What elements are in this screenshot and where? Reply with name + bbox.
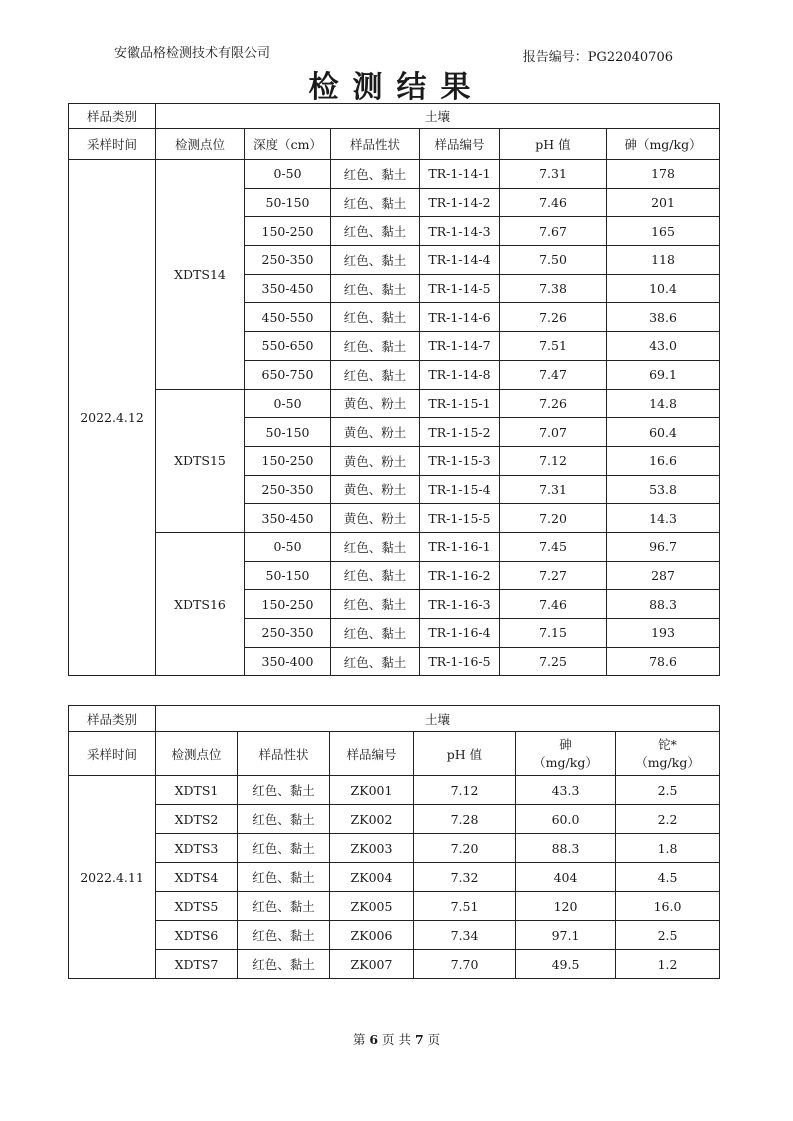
category-value: 土壤	[156, 104, 720, 129]
ph-cell: 7.47	[500, 360, 607, 389]
arsenic-cell: 69.1	[607, 360, 720, 389]
sample-id-cell: TR-1-16-3	[420, 590, 500, 619]
ph-cell: 7.28	[414, 805, 516, 834]
ph-cell: 7.51	[500, 332, 607, 361]
sampling-date: 2022.4.12	[69, 160, 156, 676]
col-header: 砷（mg/kg）	[607, 129, 720, 160]
ph-cell: 7.26	[500, 389, 607, 418]
depth-cell: 250-350	[245, 619, 331, 648]
trait-cell: 红色、黏土	[331, 303, 420, 332]
col-header-unit: （mg/kg）	[635, 754, 700, 770]
sample-id-cell: TR-1-14-7	[420, 332, 500, 361]
depth-cell: 550-650	[245, 332, 331, 361]
col-header: 检测点位	[156, 732, 238, 776]
sampling-date: 2022.4.11	[69, 776, 156, 979]
results-table-2	[68, 705, 720, 979]
arsenic-cell: 14.8	[607, 389, 720, 418]
sample-id-cell: TR-1-14-8	[420, 360, 500, 389]
thallium-cell: 1.8	[616, 834, 720, 863]
table-row	[69, 805, 720, 834]
trait-cell: 红色、黏土	[331, 332, 420, 361]
ph-cell: 7.12	[500, 446, 607, 475]
depth-cell: 50-150	[245, 188, 331, 217]
sample-id-cell: TR-1-16-2	[420, 561, 500, 590]
trait-cell: 黄色、粉土	[331, 389, 420, 418]
ph-cell: 7.15	[500, 619, 607, 648]
arsenic-cell: 78.6	[607, 647, 720, 676]
sample-id-cell: ZK007	[330, 950, 414, 979]
ph-cell: 7.70	[414, 950, 516, 979]
trait-cell: 黄色、粉土	[331, 504, 420, 533]
depth-cell: 50-150	[245, 561, 331, 590]
ph-cell: 7.38	[500, 274, 607, 303]
ph-cell: 7.32	[414, 863, 516, 892]
sample-id-cell: TR-1-14-5	[420, 274, 500, 303]
depth-cell: 0-50	[245, 389, 331, 418]
thallium-cell: 16.0	[616, 892, 720, 921]
col-header-name: 砷	[559, 736, 572, 752]
trait-cell: 红色、黏土	[331, 217, 420, 246]
page-number: 6	[369, 1032, 379, 1047]
col-header: pH 值	[414, 732, 516, 776]
trait-cell: 红色、黏土	[238, 950, 330, 979]
ph-cell: 7.46	[500, 188, 607, 217]
arsenic-cell: 16.6	[607, 446, 720, 475]
trait-cell: 红色、黏土	[331, 619, 420, 648]
trait-cell: 红色、黏土	[331, 274, 420, 303]
ph-cell: 7.25	[500, 647, 607, 676]
table-row	[69, 863, 720, 892]
trait-cell: 红色、黏土	[238, 921, 330, 950]
depth-cell: 350-400	[245, 647, 331, 676]
col-header: 样品编号	[330, 732, 414, 776]
trait-cell: 红色、黏土	[238, 834, 330, 863]
sample-point: XDTS15	[156, 389, 245, 532]
sample-id-cell: ZK004	[330, 863, 414, 892]
sample-id-cell: TR-1-14-1	[420, 160, 500, 189]
col-header: 样品编号	[420, 129, 500, 160]
sample-id-cell: TR-1-15-2	[420, 418, 500, 447]
arsenic-cell: 43.0	[607, 332, 720, 361]
trait-cell: 黄色、粉土	[331, 446, 420, 475]
trait-cell: 红色、黏土	[331, 561, 420, 590]
arsenic-cell: 14.3	[607, 504, 720, 533]
col-header-name: 铊*	[658, 736, 677, 752]
table-row	[69, 776, 720, 805]
ph-cell: 7.45	[500, 532, 607, 561]
depth-cell: 150-250	[245, 590, 331, 619]
thallium-cell: 2.2	[616, 805, 720, 834]
trait-cell: 红色、黏土	[331, 590, 420, 619]
footer-suffix: 页	[427, 1032, 441, 1047]
footer-prefix: 第	[352, 1032, 366, 1047]
ph-cell: 7.51	[414, 892, 516, 921]
arsenic-cell: 97.1	[516, 921, 616, 950]
col-header: 检测点位	[156, 129, 245, 160]
page-title: 检测结果	[308, 70, 485, 105]
ph-cell: 7.27	[500, 561, 607, 590]
thallium-cell: 1.2	[616, 950, 720, 979]
trait-cell: 黄色、粉土	[331, 475, 420, 504]
ph-cell: 7.67	[500, 217, 607, 246]
depth-cell: 250-350	[245, 246, 331, 275]
trait-cell: 红色、黏土	[331, 647, 420, 676]
ph-cell: 7.26	[500, 303, 607, 332]
results-table-1	[68, 103, 720, 676]
trait-cell: 黄色、粉土	[331, 418, 420, 447]
sample-id-cell: TR-1-15-3	[420, 446, 500, 475]
col-header: 采样时间	[69, 129, 156, 160]
sample-id-cell: TR-1-14-3	[420, 217, 500, 246]
sample-id-cell: TR-1-15-1	[420, 389, 500, 418]
sample-id-cell: TR-1-15-5	[420, 504, 500, 533]
sample-id-cell: TR-1-14-2	[420, 188, 500, 217]
ph-cell: 7.31	[500, 160, 607, 189]
sample-id-cell: TR-1-15-4	[420, 475, 500, 504]
sample-point: XDTS6	[156, 921, 238, 950]
trait-cell: 红色、黏土	[331, 360, 420, 389]
arsenic-cell: 96.7	[607, 532, 720, 561]
thallium-cell: 2.5	[616, 921, 720, 950]
trait-cell: 红色、黏土	[238, 892, 330, 921]
ph-cell: 7.34	[414, 921, 516, 950]
sample-id-cell: ZK006	[330, 921, 414, 950]
arsenic-cell: 165	[607, 217, 720, 246]
sample-id-cell: TR-1-16-1	[420, 532, 500, 561]
ph-cell: 7.20	[414, 834, 516, 863]
report-number: 报告编号：PG22040706	[522, 50, 673, 65]
arsenic-cell: 49.5	[516, 950, 616, 979]
arsenic-cell: 38.6	[607, 303, 720, 332]
category-label: 样品类别	[69, 706, 156, 732]
arsenic-cell: 120	[516, 892, 616, 921]
arsenic-cell: 43.3	[516, 776, 616, 805]
depth-cell: 350-450	[245, 504, 331, 533]
trait-cell: 红色、黏土	[331, 188, 420, 217]
depth-cell: 350-450	[245, 274, 331, 303]
col-header: 深度（cm）	[245, 129, 331, 160]
ph-cell: 7.07	[500, 418, 607, 447]
sample-id-cell: TR-1-14-4	[420, 246, 500, 275]
ph-cell: 7.12	[414, 776, 516, 805]
arsenic-cell: 404	[516, 863, 616, 892]
col-header: 样品性状	[331, 129, 420, 160]
depth-cell: 0-50	[245, 160, 331, 189]
table-row	[69, 892, 720, 921]
thallium-cell: 2.5	[616, 776, 720, 805]
col-header: 样品性状	[238, 732, 330, 776]
thallium-cell: 4.5	[616, 863, 720, 892]
company-name: 安徽品格检测技术有限公司	[114, 46, 271, 61]
sample-id-cell: ZK005	[330, 892, 414, 921]
trait-cell: 红色、黏土	[238, 776, 330, 805]
arsenic-cell: 10.4	[607, 274, 720, 303]
depth-cell: 0-50	[245, 532, 331, 561]
sample-point: XDTS7	[156, 950, 238, 979]
sample-point: XDTS1	[156, 776, 238, 805]
sample-id-cell: ZK001	[330, 776, 414, 805]
depth-cell: 150-250	[245, 446, 331, 475]
trait-cell: 红色、黏土	[238, 863, 330, 892]
page-footer	[0, 1030, 793, 1048]
arsenic-cell: 88.3	[607, 590, 720, 619]
table-row	[69, 160, 720, 189]
col-header-thallium	[616, 732, 720, 776]
sample-id-cell: ZK002	[330, 805, 414, 834]
footer-middle: 页 共	[382, 1032, 411, 1047]
arsenic-cell: 287	[607, 561, 720, 590]
arsenic-cell: 88.3	[516, 834, 616, 863]
ph-cell: 7.20	[500, 504, 607, 533]
page-total: 7	[414, 1032, 424, 1047]
trait-cell: 红色、黏土	[331, 532, 420, 561]
arsenic-cell: 53.8	[607, 475, 720, 504]
col-header: pH 值	[500, 129, 607, 160]
arsenic-cell: 178	[607, 160, 720, 189]
sample-id-cell: TR-1-16-5	[420, 647, 500, 676]
sample-point: XDTS14	[156, 160, 245, 390]
depth-cell: 450-550	[245, 303, 331, 332]
table-row	[69, 834, 720, 863]
category-label: 样品类别	[69, 104, 156, 129]
col-header: 采样时间	[69, 732, 156, 776]
table-row	[69, 532, 720, 561]
depth-cell: 50-150	[245, 418, 331, 447]
table-row	[69, 389, 720, 418]
sample-point: XDTS4	[156, 863, 238, 892]
sample-point: XDTS5	[156, 892, 238, 921]
category-value: 土壤	[156, 706, 720, 732]
arsenic-cell: 201	[607, 188, 720, 217]
sample-id-cell: TR-1-16-4	[420, 619, 500, 648]
sample-point: XDTS3	[156, 834, 238, 863]
trait-cell: 红色、黏土	[331, 160, 420, 189]
sample-id-cell: ZK003	[330, 834, 414, 863]
table-row	[69, 921, 720, 950]
ph-cell: 7.31	[500, 475, 607, 504]
sample-id-cell: TR-1-14-6	[420, 303, 500, 332]
trait-cell: 红色、黏土	[238, 805, 330, 834]
arsenic-cell: 193	[607, 619, 720, 648]
col-header-unit: （mg/kg）	[533, 754, 598, 770]
trait-cell: 红色、黏土	[331, 246, 420, 275]
depth-cell: 150-250	[245, 217, 331, 246]
depth-cell: 250-350	[245, 475, 331, 504]
sample-point: XDTS2	[156, 805, 238, 834]
col-header-arsenic	[516, 732, 616, 776]
arsenic-cell: 60.4	[607, 418, 720, 447]
arsenic-cell: 118	[607, 246, 720, 275]
arsenic-cell: 60.0	[516, 805, 616, 834]
table-row	[69, 950, 720, 979]
ph-cell: 7.46	[500, 590, 607, 619]
sample-point: XDTS16	[156, 532, 245, 675]
depth-cell: 650-750	[245, 360, 331, 389]
ph-cell: 7.50	[500, 246, 607, 275]
